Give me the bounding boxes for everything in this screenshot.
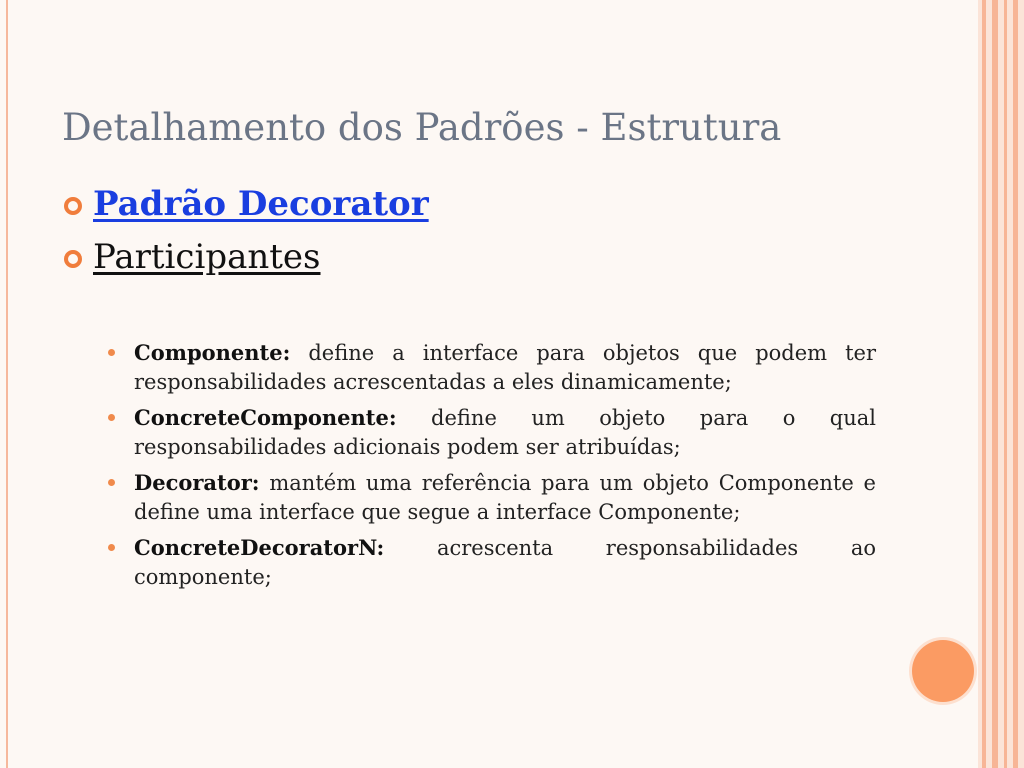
bullet-dot-icon bbox=[108, 349, 115, 356]
decorative-stripe bbox=[992, 0, 998, 768]
ring-bullet-icon bbox=[64, 197, 82, 215]
decorative-stripe bbox=[1013, 0, 1018, 768]
heading-participants bbox=[64, 237, 321, 277]
term: ConcreteComponente: bbox=[134, 405, 397, 430]
slide-title: Detalhamento dos Padrões - Estrutura bbox=[62, 106, 782, 149]
bullet-dot-icon bbox=[108, 479, 115, 486]
decorator-link[interactable]: Padrão Decorator bbox=[93, 184, 429, 224]
list-item bbox=[108, 468, 876, 527]
decorative-circle bbox=[912, 640, 974, 702]
description: define um objeto para o qual responsabilidades adicionais podem ser atribuídas; bbox=[134, 406, 876, 459]
description: mantém uma referência para um objeto Componente e define uma interface que segue a interface Componente; bbox=[134, 471, 876, 524]
ring-bullet-icon bbox=[64, 250, 82, 268]
term: ConcreteDecoratorN: bbox=[134, 535, 385, 560]
term: Componente: bbox=[134, 340, 291, 365]
left-border-line bbox=[0, 0, 8, 768]
description: acrescenta responsabilidades ao componente; bbox=[134, 536, 876, 589]
list-item bbox=[108, 533, 876, 592]
description: define a interface para objetos que podem ter responsabilidades acrescentadas a eles dinamicamente; bbox=[134, 341, 876, 394]
heading-decorator bbox=[64, 184, 429, 224]
decorative-stripe bbox=[1004, 0, 1007, 768]
decorative-stripe bbox=[982, 0, 986, 768]
bullet-dot-icon bbox=[108, 414, 115, 421]
bullet-dot-icon bbox=[108, 544, 115, 551]
participants-label: Participantes bbox=[93, 237, 321, 277]
term: Decorator: bbox=[134, 470, 260, 495]
list-item bbox=[108, 403, 876, 462]
list-item bbox=[108, 338, 876, 397]
participants-list bbox=[108, 338, 876, 598]
